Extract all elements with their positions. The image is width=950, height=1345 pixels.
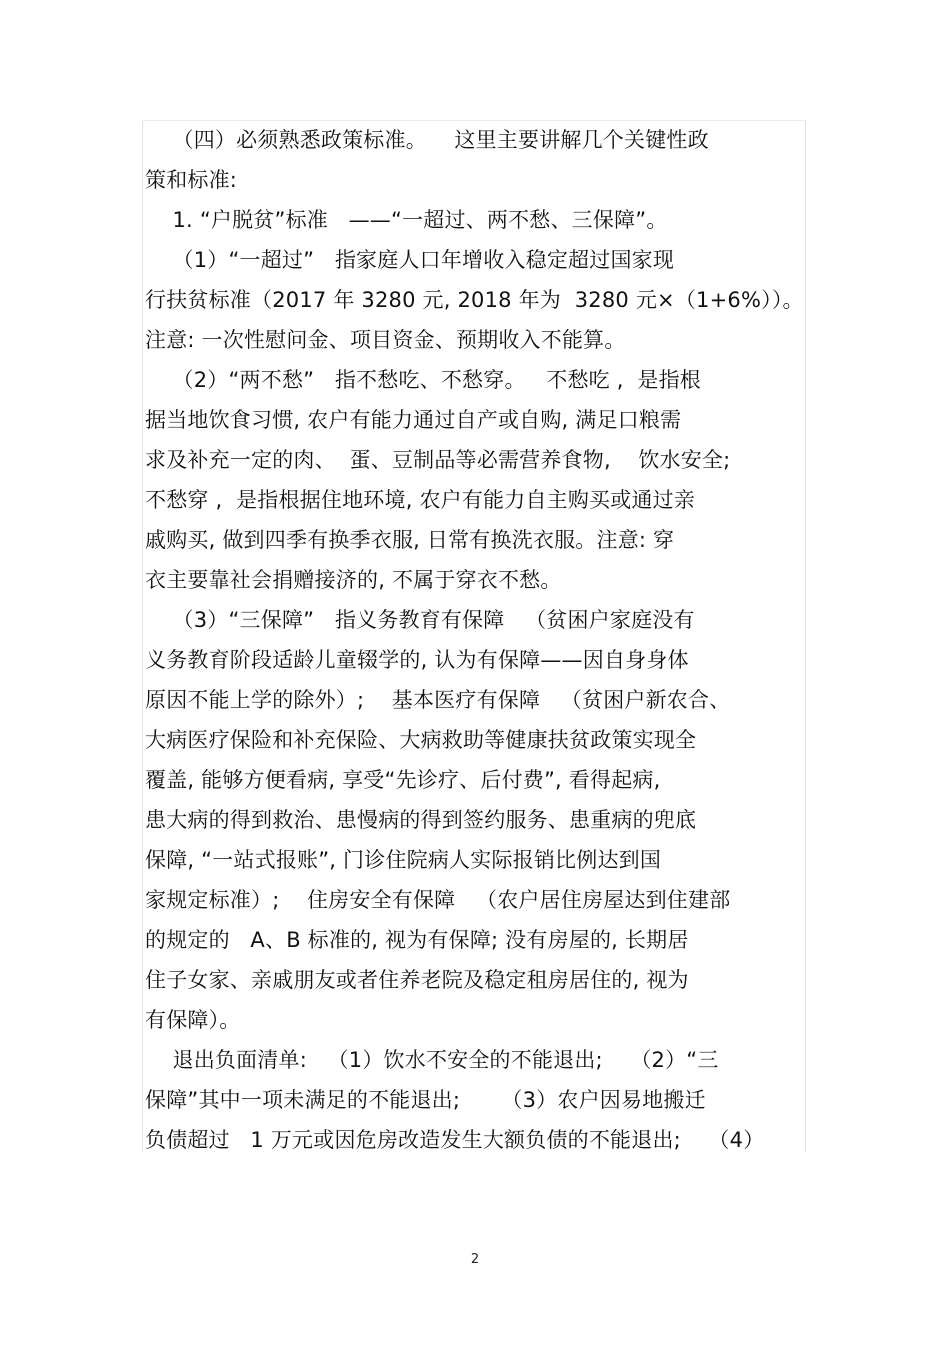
text-line: 不愁穿 , 是指根据住地环境, 农户有能力自主购买或通过亲	[145, 488, 696, 512]
text-line: 求及补充一定的肉、 蛋、豆制品等必需营养食物, 饮水安全;	[145, 448, 731, 472]
text-line: （四）必须熟悉政策标准。 这里主要讲解几个关键性政	[145, 128, 709, 152]
text-line: 注意: 一次性慰问金、项目资金、预期收入不能算。	[145, 328, 626, 352]
text-line: 1. “户脱贫”标准 ——“一超过、两不愁、三保障”。	[145, 208, 668, 232]
text-line: 住子女家、亲戚朋友或者住养老院及稳定租房居住的, 视为	[145, 968, 689, 992]
text-line: 衣主要靠社会捐赠接济的, 不属于穿衣不愁。	[145, 568, 562, 592]
text-line: 大病医疗保险和补充保险、大病救助等健康扶贫政策实现全	[145, 728, 697, 752]
text-line: 原因不能上学的除外）; 基本医疗有保障 （贫困户新农合、	[145, 688, 731, 712]
text-line: 有保障）。	[145, 1008, 241, 1032]
text-line: 戚购买, 做到四季有换季衣服, 日常有换洗衣服。注意: 穿	[145, 528, 675, 552]
text-line: 的规定的 A、B 标准的, 视为有保障; 没有房屋的, 长期居	[145, 928, 689, 952]
text-line: （3）“三保障” 指义务教育有保障 （贫困户家庭没有	[145, 608, 695, 632]
text-line: 家规定标准）; 住房安全有保障 （农户居住房屋达到住建部	[145, 888, 731, 912]
text-line: （1）“一超过” 指家庭人口年增收入稳定超过国家现	[145, 248, 675, 272]
text-line: 策和标准:	[145, 168, 238, 192]
text-line: 义务教育阶段适龄儿童辍学的, 认为有保障——因自身身体	[145, 648, 689, 672]
text-line: 覆盖, 能够方便看病, 享受“先诊疗、后付费”, 看得起病,	[145, 768, 661, 792]
text-line: （2）“两不愁” 指不愁吃、不愁穿。 不愁吃 , 是指根	[145, 368, 701, 392]
text-line: 患大病的得到救治、患慢病的得到签约服务、患重病的兜底	[145, 808, 697, 832]
text-line: 保障, “一站式报账”, 门诊住院病人实际报销比例达到国	[145, 848, 662, 872]
text-line: 据当地饮食习惯, 农户有能力通过自产或自购, 满足口粮需	[145, 408, 682, 432]
text-line: 负债超过 1 万元或因危房改造发生大额负债的不能退出; （4）	[145, 1128, 765, 1152]
text-line: 行扶贫标准（2017 年 3280 元, 2018 年为 3280 元×（1+6%））。	[145, 288, 804, 312]
text-line: 退出负面清单: （1）饮水不安全的不能退出; （2）“三	[145, 1048, 719, 1072]
page-number: 2	[470, 1252, 480, 1267]
text-line: 保障”其中一项未满足的不能退出; （3）农户因易地搬迁	[145, 1088, 706, 1112]
